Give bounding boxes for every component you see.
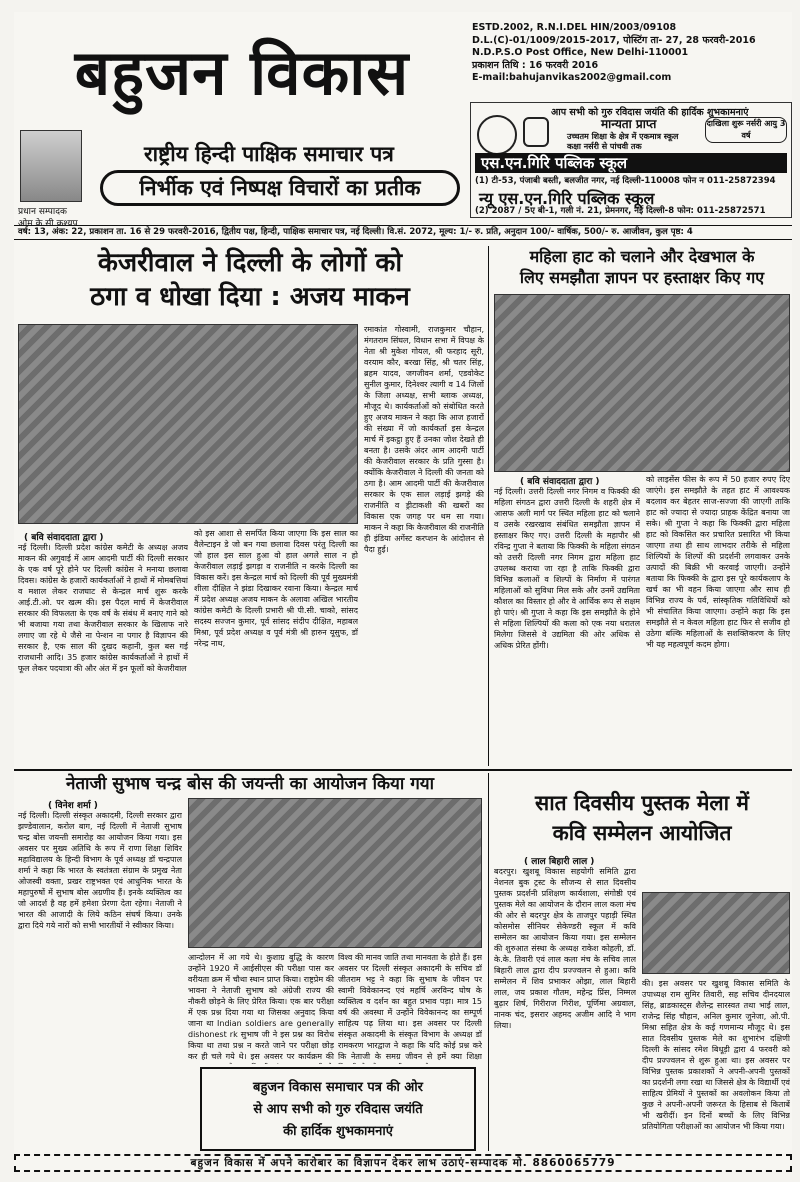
story4-headline-line1: सात दिवसीय पुस्तक मेला में: [535, 791, 749, 815]
story1-byline: ( बवि संवाददाता द्वारा ): [24, 533, 104, 543]
story3-byline: ( विनेश शर्मा ): [48, 801, 98, 811]
editor-label: प्रधान सम्पादक: [18, 207, 67, 217]
editor-photo: [20, 130, 82, 202]
school-address-1: (1) टी-53, पंजाबी बस्ती, बलजीत नगर, नई दिल्ली-110008 फोन न 011-25872394: [475, 176, 776, 186]
reg-line: E-mail:bahujanvikas2002@gmail.com: [472, 72, 672, 84]
ad-wish: आप सभी को गुरु रविदास जयंति की हार्दिक शुभकामनाएं: [551, 107, 749, 118]
wish-line-3: की हार्दिक शुभकामनाएं: [283, 1124, 393, 1139]
story2-headline-line2: लिए समझौता ज्ञापन पर हस्ताक्षर किए गए: [519, 268, 765, 287]
story3-column-b: आन्दोलन में आ गये थे। कुशाग्र बुद्धि के कारण उन्होंने 1920 में आईसीएस की परीक्षा पास कर वरीयता क्रम में चौथा स्थान प्राप्त किया। राष्ट्रप्रेम की भावना ने नेताजी सुभाष को अंग्रेजी राज्य की नौकरी छोड़ने के लिए प्रेरित किया। एक बार परीक्षा में एक प्रश्न दिया गया था जिसका अनुवाद किया जाना था Indian soldiers are generally dishonest rk सुभाष जी ने इस प्रश्न का विरोध किया था तथा प्रश्न न करते जाने पर परीक्षा छोड़ कर ही चले गये थे। इस अवसर पर कार्यक्रम की: [188, 953, 334, 1061]
ad-line-1: उच्चतम शिक्षा के क्षेत्र में एकमात्र स्कूल: [567, 132, 679, 141]
story1-headline-line2: ठगा व धोखा दिया : अजय माकन: [90, 282, 410, 312]
school-name-1: एस.एन.गिरि पब्लिक स्कूल: [475, 153, 787, 173]
masthead-title: बहुजन विकास: [74, 36, 410, 109]
story2-column-a: नई दिल्ली। उत्तरी दिल्ली नगर निगम व फिक्की की महिला संगठन द्वारा उत्तरी दिल्ली के शहरी क्षेत्र में आसफ अली मार्ग पर स्थित महिला हाट को चलाने व उसके रखरखाव संबंधित समझौता ज्ञापन में हस्ताक्षर किए गए। उत्तरी दिल्ली के महापौर श्री रविन्द्र गुप्ता ने बताया कि फिक्की के महिला संगठन को उत्तरी दिल्ली नगर निगम द्वारा महिला हाट उपलब्ध कराया जा रहा है ताकि फिक्की द्वारा विभिन्न कलाओं व शिल्पों के निर्माण में पारंगत महिलाओं को सुविधा मिल सके और उनमें उद्यमिता कौशल का विस्तार हो और वे आर्थिक रूप से सक्षम हो पाएं। श्री गुप्ता ने कहा कि इस समझौते के होने से महिला शिल्पियों की कला को एक नया धरातल मिलेगा जिससे वे उद्यमिता की ओर अधिक से अधिक प्रेरित होंगी।: [494, 487, 640, 650]
story4-headline-line2: कवि सम्मेलन आयोजित: [552, 821, 732, 845]
column-divider: [488, 773, 489, 1151]
school-advertisement: [470, 102, 792, 218]
school-logo-icon: [477, 115, 517, 155]
masthead-tagline: राष्ट्रीय हिन्दी पाक्षिक समाचार पत्र: [144, 142, 394, 166]
story4-column-a: बदरपुर। खुशबू विकास सहयोगी समिति द्वारा नेशनल बुक ट्रस्ट के सौजन्य से सात दिवसीय पुस्तक प्रदर्शनी प्रशिक्षण कार्यशाला, संगोष्ठी एवं पुस्तक मेले का आयोजन के दौरान लाल कला मंच की ओर से बदरपुर क्षेत्र के ताजपुर पहाड़ी स्थित कोसमोस सीनियर सेकेण्डरी स्कूल में कवि सम्मेलन का आयोजन किया गया। इस सम्मेलन की शुरुआत संस्था के अध्यक्ष राकेश कोहली, डॉ. के.के. तिवारी एवं लाल कला मंच के सचिव लाल बिहारी लाल द्वारा दीप प्रज्ज्वलन से हुआ। कवि सम्मेलन में शिव प्रभाकर ओझा, लाल बिहारी लाल, जय प्रकाश गौतम, महेन्द्र प्रिंस, निम्मल बुढ़ार शिर्ष, गिरीराज गिरीश, पूर्णिमा अग्रवाल, नानक चंद, इसरार अहमद अजीम आदि ने भाग लिया।: [494, 867, 636, 1030]
registration-block: [472, 22, 756, 85]
reg-line: N.D.P.S.O Post Office, New Delhi-110001: [472, 47, 689, 59]
story1-photo: [18, 324, 358, 524]
story1-column-c: रमाकांत गोस्वामी, राजकुमार चौहान, मंगतराम सिंघल, विधान सभा में विपक्ष के नेता श्री मुकेश गोयल, श्री फरहाद सूरी, वरयाम कौर, बरखा सिंह, श्री चतर सिंह, ब्रहम यादव, जगजीवन शर्मा, एडवोकेट सुनील कुमार, दिनेश्वर त्यागी व 14 जिलों के जिला अध्यक्ष, सभी ब्लाक अध्यक्ष, मौजूद थे। कार्यकर्ताओं को संबोधित करते हुए अजय माकन ने कहा कि आज हजारों की संख्या में जो कार्यकर्ता इस केन्द्रल मार्च में इकट्ठा हुए हैं उनका जोश देखते ही बनता है। उसके अंदर आम आदमी पार्टी की केजरीवाल सरकार के प्रति गुस्सा है। क्योंकि केजरीवाल ने दिल्ली की जनता को ठगा है। आम आदमी पार्टी की केजरीवाल सरकार के एक साल लड़ाई झगड़े की राजनीति व ड्रीटाकशी की खबरों का विकास एक जगह पर थम सा गया। माकन ने कहा कि केजरीवाल की राजनीति ही इंडिया अगेंस्ट करप्शन के आंदोलन से पैदा हुई।: [364, 325, 484, 554]
ad-line-2: कक्षा नर्सरी से पांचवी तक: [567, 142, 642, 151]
reg-line: प्रकाशन तिथि : 16 फरवरी 2016: [472, 59, 599, 71]
story3-photo: [188, 798, 482, 948]
ravidas-wish-box: [200, 1067, 476, 1151]
story2-headline-line1: महिला हाट को चलाने और देखभाल के: [529, 247, 755, 266]
issue-info-bar: वर्ष: 13, अंक: 22, प्रकाशन ता. 16 से 29 फरवरी-2016, द्वितीय पक्ष, हिन्दी, पाक्षिक समाचार पत्र, नई दिल्ली। वि.सं. 2072, मूल्य: 1/- रु. प्रति, अनुदान 100/- वार्षिक, 500/- रु. आजीवन, कुल पृष्ठ: 4: [14, 225, 792, 240]
reg-line: D.L.(C)-01/1009/2015-2017, पोस्टिंग ता- 27, 28 फरवरी-2016: [472, 34, 756, 46]
newspaper-page: [14, 12, 792, 1172]
story4-column-b: की। इस अवसर पर खुशबू विकास समिति के उपाध्यक्ष राम सुमिर तिवारी, सह सचिव दीनदयाल सिंह, ब्राडकास्ट्स शैलेन्द्र सारस्वत तथा भाई लाल, राजेन्द्र सिंह चौहान, अनिल कुमार जुनेजा, ओ.पी. मिश्रा सहित क्षेत्र के कई गणमान्य मौजूद थे। इस सात दिवसीय पुस्तक मेले का शुभारंभ दक्षिणी दिल्ली के सांसद रमेश बिधूड़ी द्वारा 4 फरवरी को दीप प्रज्ज्वलन से शुरू हुआ था। इस अवसर पर विभिन्न पुस्तक प्रकाशकों ने अपनी-अपनी पुस्तकों का प्रदर्शनी लगा रखा था जिससे क्षेत्र के विद्यार्थी एवं साहित्य प्रेमियों ने पुस्तकों का अवलोकन किया तो कुछ ने अपनी-अपनी जरूरत के हिसाब से किताबें भी खरीदीं। इन दिनों बच्चों के लिए विभिन्न प्रतियोगिता परीक्षाओं का आयोजन भी किया गया।: [642, 979, 790, 1131]
story2-column-b: को लाइसेंस फीस के रूप में 50 हजार रुपए दिए जाएंगे। इस समझौते के तहत हाट में आवश्यक बदलाव कर बेहतर साज-सज्जा की जाएगी ताकि हाट को ज्यादा से ज्यादा प्राहक केंद्रित बनाया जा सके। श्री गुप्ता ने कहा कि फिक्की द्वारा महिला हाट को विकसित कर प्रचारित प्रसारित भी किया जाएगा तथा ही साथ लाभदार तरीके से महिला शिल्पियों के शिल्पों की प्रदर्शनी लगवाकर उनके उत्पादों की बिक्री भी करवाई जाएगी। उन्होंने बताया कि फिक्की के द्वारा इस पूरे कार्यकलाप के खर्च का भी वहन किया जाएगा और साथ ही विभिन्न राज्य के पर्व, सांस्कृतिक गतिविधियों को भी संचालित किया जाएगा। उन्होंने कहा कि इस समझौते से न केवल महिला हाट फिर से सजीव हो उठेगा बल्कि महिलाओं के सशक्तिकरण के लिए भी यह महत्वपूर्ण कदम होगा।: [646, 475, 790, 649]
story3-column-c: विश्व की मानव जाति तथा मानवता के होते हैं। इस अवसर पर दिल्ली संस्कृत अकादमी के सचिव डॉ जीतराम भट्ट ने कहा कि सुभाष के जीवन पर स्वामी विवेकानन्द एवं महर्षि अरविन्द घोष के व्यक्तित्व व दर्शन का बहुत प्रभाव पड़ा। मात्र 15 वर्ष की अवस्था में उन्होंने विवेकानन्द का सम्पूर्ण साहित्य पढ़ लिया था। इस अवसर पर दिल्ली संस्कृत अकादमी के संस्कृत विभाग के अध्यक्ष डॉ रामकरण भारद्वाज ने कहा कि यदि कोई प्रश्न करे कि नेताजी के समग्र जीवन से हमें क्या शिक्षा: [338, 953, 482, 1061]
footer-ad-strip: बहुजन विकास में अपने कारोबार का विज्ञापन देकर लाभ उठाएं-सम्पादक मो. 8860065779: [14, 1154, 792, 1172]
reg-line: ESTD.2002, R.N.I.DEL HIN/2003/09108: [472, 22, 677, 33]
story2-photo: [494, 294, 790, 472]
story3-column-a: नई दिल्ली। दिल्ली संस्कृत अकादमी, दिल्ली सरकार द्वारा झण्डेवालान, करोल बाग, नई दिल्ली में नेताजी सुभाष चन्द्र बोस जयन्ती समारोह का आयोजन किया गया। इस अवसर पर मुख्य अतिथि के रूप में राणा शिक्षा शिविर महाविद्यालय के हिन्दी विभाग के पूर्व अध्यक्ष डॉ चन्द्रपाल शर्मा ने कहा कि भारत के स्वतंत्रता संग्राम के प्रमुख नेता ओजस्वी वक्ता, प्रखर राष्ट्रभक्त एवं आधुनिक भारत के महापुरुषों में सुभाष बोस अग्रणीय हैं। इनके व्यक्तित्व का जो आदर्श है वह हमें हमेशा प्रेरणा देता रहेगा। नेताजी ने भारत की आजादी के लिये कठिन संघर्ष किया। उनके द्वारा दिये गये नारों को सभी भारतीयों ने स्वीकार किया।: [18, 811, 182, 930]
wish-line-2: से आप सभी को गुरु रविदास जयंति: [253, 1102, 423, 1117]
ad-recognized: मान्यता प्राप्त: [601, 117, 657, 131]
story1-column-a: नई दिल्ली। दिल्ली प्रदेश कांग्रेस कमेटी के अध्यक्ष अजय माकन की अगुवाई में आम आदमी पार्टी की दिल्ली सरकार के एक वर्ष पूरे होने पर दिल्ली कांग्रेस ने मनाया छलावा दिवस। कांग्रेस के हजारों कार्यकर्ताओं ने हाथों में मोमबत्तियां व मशाल लेकर राजघाट से केन्द्रल मार्च शुरू करके आई.टी.ओ. पर खत्म की। इस पैदल मार्च में केजरीवाल सरकार की विफलता के एक वर्ष के संबंध में बनाए गाने को भी बजाया गया तथा केजरीवाल सरकार के खिलाफ नारे लगाए जा रहे थे जैसे ना पेन्शन ना पगार है विज्ञापन की सरकार है, एक साल की दुखद कहानी, कुल बस गई राजधानी आदि। 35 हजार कांग्रेस कार्यकर्ताओं ने हाथों में फूल लेकर पदयात्रा की और अंत में इन फूलों को केजरीवाल: [18, 543, 188, 673]
wish-line-1: बहुजन विकास समाचार पत्र की ओर: [253, 1080, 423, 1095]
editor-name: ओम के.सी.कश्यप: [18, 219, 78, 229]
story1-headline: [18, 246, 482, 314]
section-divider: [14, 769, 792, 771]
school-name-2: न्यू एस.एन.गिरि पब्लिक स्कूल: [479, 189, 655, 208]
school-address-2: (2) 2087 / 5ए बी-1, गली नं. 21, प्रेमनगर, नई दिल्ली-8 फोन: 011-25872571: [475, 206, 766, 216]
masthead-motto: निर्भीक एवं निष्पक्ष विचारों का प्रतीक: [100, 170, 460, 206]
story2-headline: [494, 246, 790, 288]
story3-headline: नेताजी सुभाष चन्द्र बोस की जयन्ती का आयोजन किया गया: [65, 774, 435, 794]
book-logo-icon: [523, 117, 549, 147]
story1-headline-line1: केजरीवाल ने दिल्ली के लोगों को: [97, 248, 403, 278]
story1-column-b: को इस आशा से समर्पित किया जाएगा कि इस साल का वैलेन्टाइन डे जो बन गया छलावा दिवस परंतु दिल्ली का जो हाल इस साल हुआ वो हाल अगले साल न हो केजरीवाल लड़ाई झगड़ा व राजनीति न करके दिल्ली का विकास करें। इस केन्द्रल मार्च को दिल्ली की पूर्व मुख्यमंत्री शीला दीक्षित ने झंडा दिखाकर रवाना किया। केन्द्रल मार्च में प्रदेश अध्यक्ष अजय माकन के अलावा अखिल भारतीय कांग्रेस कमेटी के दिल्ली प्रभारी श्री पी.सी. चाको, सांसद सदस्य सज्जन कुमार, पूर्व सांसद संदीप दीक्षित, महाबल मिश्रा, पूर्व प्रदेश अध्यक्ष व पूर्व मंत्री श्री हारुन यूसुफ, डॉ नरेन्द्र नाथ,: [194, 529, 358, 648]
admission-badge: दाखिला शुरू नर्सरी आयु 3 वर्ष: [705, 117, 787, 143]
story2-byline: ( बवि संवाददाता द्वारा ): [520, 477, 600, 487]
story4-headline: [494, 788, 790, 848]
story4-photo: [642, 892, 790, 974]
story4-byline: ( लाल बिहारी लाल ): [524, 857, 595, 867]
column-divider: [488, 246, 489, 766]
